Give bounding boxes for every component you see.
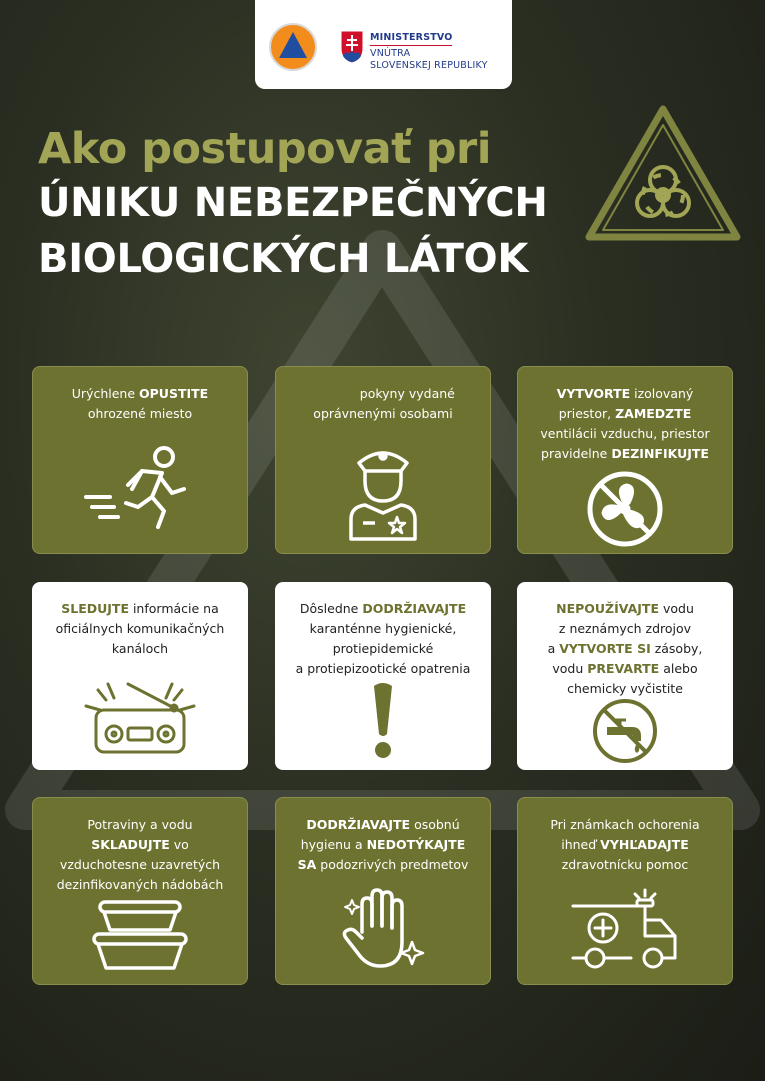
card-text-run: vo <box>169 837 189 852</box>
biohazard-warning-icon <box>584 103 742 243</box>
card-text-run: vodu <box>658 601 694 616</box>
food-container-icon <box>90 896 190 974</box>
card-text-run: ihneď <box>561 837 601 852</box>
ambulance-icon <box>565 886 685 972</box>
card-text-bold: ZAMEDZTE <box>615 406 692 421</box>
card-follow-instructions <box>275 366 491 554</box>
card-text-run: osobnú <box>410 817 460 832</box>
card-text <box>528 815 722 875</box>
card-text-run: z neznámych zdrojov <box>558 621 692 636</box>
card-text-bold: PLŇTE <box>311 386 356 401</box>
card-text-run: ohrozené miesto <box>87 406 193 421</box>
officer-icon <box>343 441 423 541</box>
card-text-run: Dôsledne <box>299 601 363 616</box>
card-store-food <box>32 797 248 985</box>
card-text-run: chemicky vyčistite <box>567 681 683 696</box>
card-text-bold: DODRŽIAVAJTE <box>362 601 467 616</box>
card-text-run: Pri známkach ochorenia <box>550 817 700 832</box>
clean-hand-icon <box>338 886 428 976</box>
card-text <box>286 384 480 424</box>
card-text-run: zdravotnícku pomoc <box>561 857 689 872</box>
card-text-bold: NEDOTÝKAJTE <box>366 837 466 852</box>
card-text <box>43 815 237 895</box>
logo-header <box>255 0 512 89</box>
ministry-line-2: VNÚTRA <box>370 48 411 59</box>
card-text-bold: SLEDUJTE <box>61 601 129 616</box>
card-text-run: Urýchlene <box>71 386 140 401</box>
ministry-name <box>370 32 488 72</box>
card-text-bold: SKLADUJTE <box>91 837 170 852</box>
card-text-bold: PREVARTE <box>587 661 660 676</box>
card-follow-official-info <box>32 582 248 770</box>
card-text <box>528 384 722 464</box>
radio-icon <box>70 678 210 760</box>
card-text-run: hygienu a <box>300 837 367 852</box>
no-tap-water-icon <box>592 698 658 764</box>
card-text-bold: DODRŽIAVAJTE <box>306 817 411 832</box>
card-text-run: Potraviny a vodu <box>87 817 193 832</box>
card-text-run: protiepidemické <box>332 641 434 656</box>
card-text-bold: DEZINFIKUJTE <box>611 446 709 461</box>
card-text-bold: NEPOUŽÍVAJTE <box>556 601 659 616</box>
card-text-run: alebo <box>659 661 698 676</box>
card-water-safety <box>517 582 733 770</box>
card-text-run: priestor, <box>558 406 616 421</box>
card-text-run: pravidelne <box>541 446 612 461</box>
card-text-run: kanáloch <box>111 641 169 656</box>
card-seek-medical-help <box>517 797 733 985</box>
running-person-icon <box>80 445 200 530</box>
card-isolate-room <box>517 366 733 554</box>
card-text <box>42 599 238 659</box>
slovak-coat-of-arms <box>340 30 364 64</box>
card-text-bold: VYTVORTE <box>556 386 631 401</box>
card-text-run: vodu <box>552 661 588 676</box>
card-text-run: podozrivých predmetov <box>316 857 469 872</box>
card-text-run: karanténne hygienické, <box>309 621 457 636</box>
card-text-run: a <box>547 641 560 656</box>
card-text-run: dezinfikovaných nádobách <box>56 877 224 892</box>
card-text-run: informácie na <box>128 601 219 616</box>
card-text-run: a protiepizootické opatrenia <box>295 661 471 676</box>
card-text-bold: OPUSTITE <box>139 386 209 401</box>
title-line-3: BIOLOGICKÝCH LÁTOK <box>38 236 529 282</box>
card-text-run: pokyny vydané <box>355 386 455 401</box>
civil-protection-logo <box>268 22 318 72</box>
card-text-run: zásoby, <box>650 641 703 656</box>
ministry-line-1: MINISTERSTVO <box>370 32 452 46</box>
card-text <box>285 599 481 679</box>
card-text-run: izolovaný <box>630 386 694 401</box>
no-fan-icon <box>585 469 665 549</box>
card-text-run: ventilácii vzduchu, priestor <box>540 426 710 441</box>
ministry-line-3: SLOVENSKEJ REPUBLIKY <box>370 60 488 71</box>
title-line-2: ÚNIKU NEBEZPEČNÝCH <box>38 180 548 226</box>
card-text-bold: SA <box>297 857 317 872</box>
card-leave-area <box>32 366 248 554</box>
card-text <box>43 384 237 424</box>
card-text-bold: VYTVORTE SI <box>559 641 651 656</box>
title-line-1: Ako postupovať pri <box>38 124 491 174</box>
card-text <box>286 815 480 875</box>
card-text <box>527 599 723 699</box>
card-text-run: oficiálnych komunikačných <box>55 621 225 636</box>
card-quarantine-measures <box>275 582 491 770</box>
card-text-run: vzduchotesne uzavretých <box>59 857 221 872</box>
card-text-bold: VYHĽADAJTE <box>600 837 689 852</box>
card-personal-hygiene <box>275 797 491 985</box>
card-text-run: oprávnenými osobami <box>313 406 453 421</box>
exclamation-icon <box>368 682 398 760</box>
